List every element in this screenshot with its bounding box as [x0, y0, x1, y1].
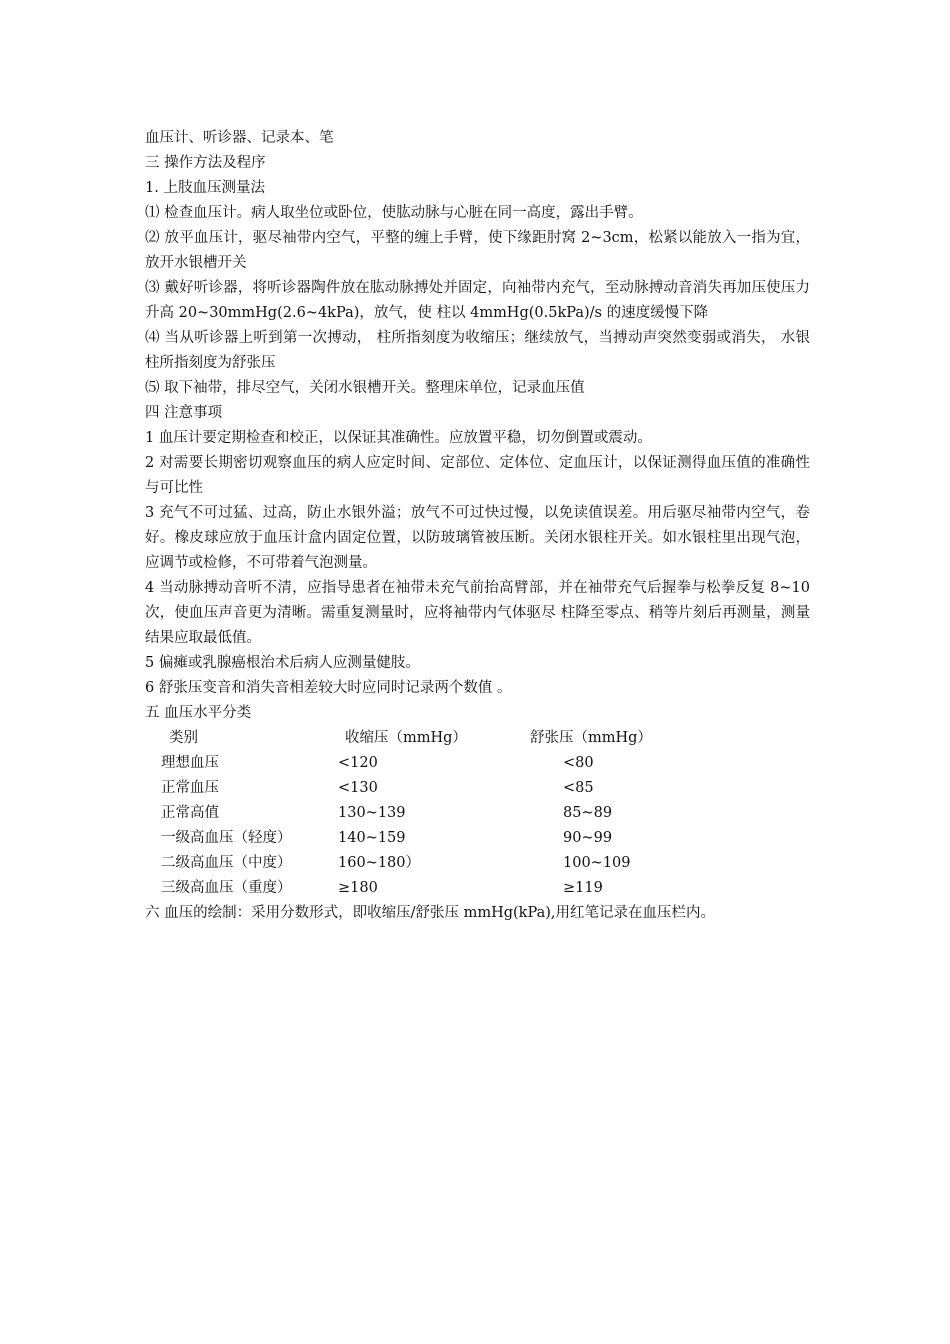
header-systolic: 收缩压（mmHg） — [345, 730, 467, 746]
row-category: 三级高血压（重度） — [161, 880, 292, 896]
row-systolic: <130 — [338, 780, 378, 796]
procedure-step-3: ⑶ 戴好听诊器，将听诊器陶件放在肱动脉搏处并固定，向袖带内充气，至动脉搏动音消失再加压使压力升高 20~30mmHg(2.6~4kPa)，放气，使 柱以 4mmHg(0.5kPa)/s 的速度缓慢下降 — [145, 280, 810, 321]
table-row — [145, 751, 810, 776]
table-row — [145, 826, 810, 851]
section-heading-notes: 四 注意事项 — [145, 405, 223, 421]
procedure-step-5: ⑸ 取下袖带，排尽空气，关闭水银槽开关。整理床单位，记录血压值 — [145, 380, 585, 396]
row-systolic: 160~180） — [338, 855, 421, 871]
note-2: 2 对需要长期密切观察血压的病人应定时间、定部位、定体位、定血压计，以保证测得血压值的准确性与可比性 — [145, 455, 810, 496]
header-category: 类别 — [169, 730, 198, 746]
equipment-line: 血压计、听诊器、记录本、笔 — [145, 130, 334, 146]
row-diastolic: 85~89 — [563, 805, 613, 821]
row-systolic: 130~139 — [338, 805, 406, 821]
document-page — [145, 126, 810, 926]
row-category: 一级高血压（轻度） — [161, 830, 292, 846]
table-header-row — [145, 726, 810, 751]
row-category: 正常高值 — [161, 805, 219, 821]
procedure-step-1: ⑴ 检查血压计。病人取坐位或卧位，使肱动脉与心脏在同一高度，露出手臂。 — [145, 205, 643, 221]
recording-method-line: 六 血压的绘制：采用分数形式，即收缩压/舒张压 mmHg(kPa),用红笔记录在血压栏内。 — [145, 905, 715, 921]
section-heading-classification: 五 血压水平分类 — [145, 705, 252, 721]
procedure-step-2: ⑵ 放平血压计，驱尽袖带内空气，平整的缠上手臂，使下缘距肘窝 2~3cm，松紧以能放入一指为宜，放开水银槽开关 — [145, 230, 810, 271]
table-row — [145, 776, 810, 801]
table-row — [145, 851, 810, 876]
row-diastolic: <80 — [563, 755, 594, 771]
subsection-heading-upper-limb: 1. 上肢血压测量法 — [145, 180, 265, 196]
note-5: 5 偏瘫或乳腺癌根治术后病人应测量健肢。 — [145, 655, 420, 671]
row-diastolic: ≥119 — [563, 880, 603, 896]
row-category: 理想血压 — [161, 755, 219, 771]
row-category: 正常血压 — [161, 780, 219, 796]
row-diastolic: 100~109 — [563, 855, 631, 871]
table-row — [145, 801, 810, 826]
note-1: 1 血压计要定期检查和校正，以保证其准确性。应放置平稳，切勿倒置或震动。 — [145, 430, 652, 446]
row-diastolic: <85 — [563, 780, 594, 796]
bp-classification-table — [145, 726, 810, 901]
row-diastolic: 90~99 — [563, 830, 613, 846]
note-4: 4 当动脉搏动音听不清，应指导患者在袖带未充气前抬高臂部，并在袖带充气后握拳与松拳反复 8~10 次，使血压声音更为清晰。需重复测量时，应将袖带内气体驱尽 柱降至零点、稍等片刻后再测量，测量结果应取最低值。 — [145, 580, 810, 646]
table-row — [145, 876, 810, 901]
procedure-step-4: ⑷ 当从听诊器上听到第一次搏动， 柱所指刻度为收缩压；继续放气，当搏动声突然变弱或消失， 水银柱所指刻度为舒张压 — [145, 330, 810, 371]
header-diastolic: 舒张压（mmHg） — [530, 730, 652, 746]
note-6: 6 舒张压变音和消失音相差较大时应同时记录两个数值 。 — [145, 680, 512, 696]
row-systolic: <120 — [338, 755, 378, 771]
row-category: 二级高血压（中度） — [161, 855, 292, 871]
row-systolic: 140~159 — [338, 830, 406, 846]
section-heading-procedure: 三 操作方法及程序 — [145, 155, 266, 171]
note-3: 3 充气不可过猛、过高，防止水银外溢；放气不可过快过慢，以免读值误差。用后驱尽袖带内空气，卷好。橡皮球应放于血压计盒内固定位置，以防玻璃管被压断。关闭水银柱开关。如水银柱里出现气泡，应调节或检修，不可带着气泡测量。 — [145, 505, 810, 571]
row-systolic: ≥180 — [338, 880, 378, 896]
